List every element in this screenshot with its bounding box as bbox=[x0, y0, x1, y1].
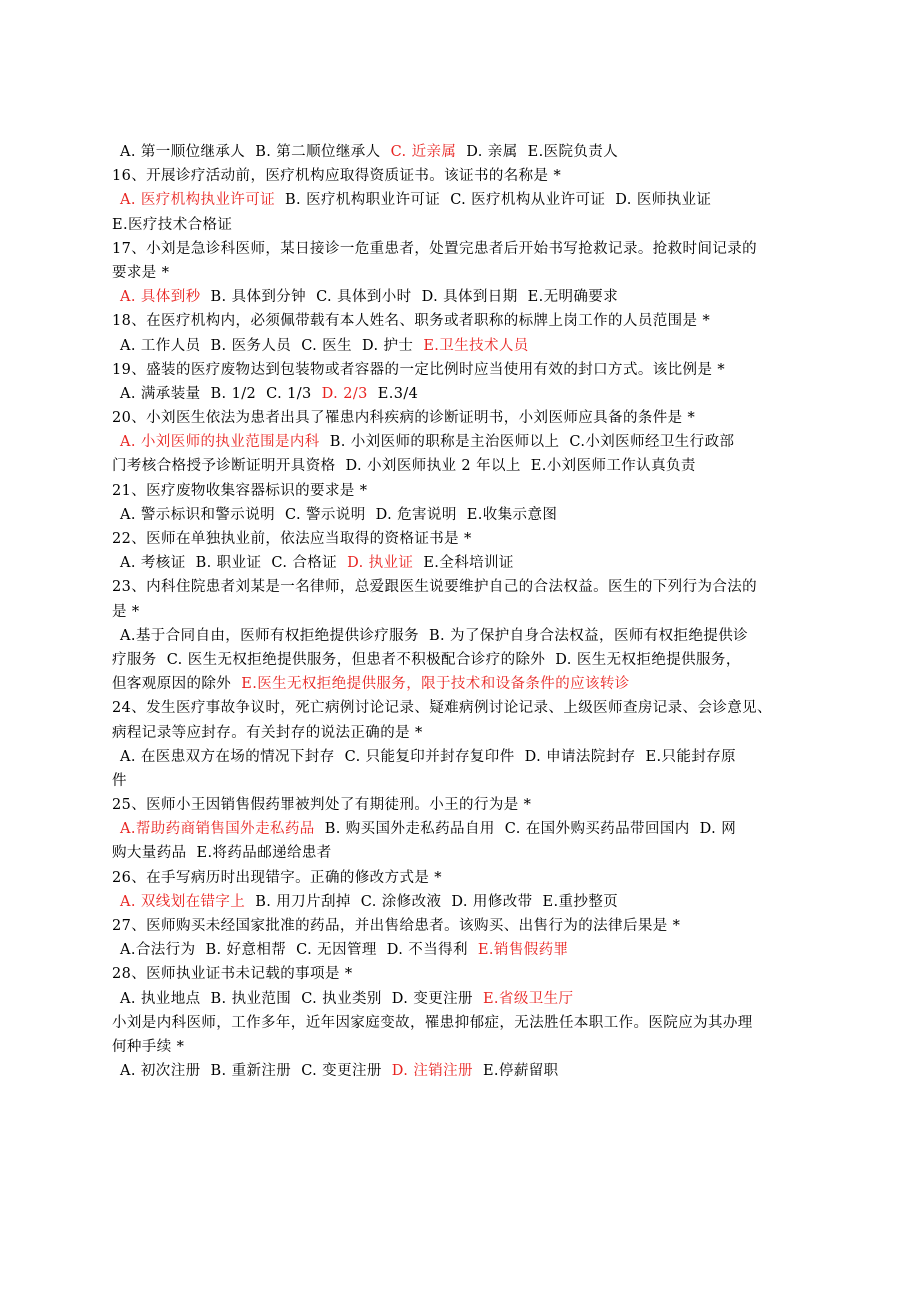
text-segment: 26、在手写病历时出现错字。正确的修改方式是 * bbox=[112, 869, 442, 886]
text-segment: C. 医疗机构从业许可证 bbox=[450, 192, 606, 209]
text-line bbox=[112, 188, 812, 212]
text-segment: 19、盛装的医疗废物达到包装物或者容器的一定比例时应当使用有效的封口方式。该比例是 * bbox=[112, 361, 726, 378]
text-segment: E.小刘医师工作认真负责 bbox=[530, 458, 696, 475]
answer-highlight: D. 注销注册 bbox=[391, 1063, 473, 1080]
text-segment: B. 1/2 bbox=[210, 385, 257, 402]
text-line bbox=[112, 648, 812, 672]
answer-highlight: A. 双线划在错字上 bbox=[120, 893, 246, 910]
text-segment: 27、医师购买未经国家批准的药品，并出售给患者。该购买、出售行为的法律后果是 * bbox=[112, 918, 681, 934]
text-line bbox=[112, 527, 812, 551]
text-line bbox=[112, 1035, 812, 1059]
text-segment: 购大量药品 bbox=[112, 845, 187, 862]
text-line bbox=[112, 358, 812, 382]
text-segment: C. 合格证 bbox=[271, 555, 338, 572]
text-segment: B. 执业范围 bbox=[210, 990, 292, 1007]
text-segment: 病程记录等应封存。有关封存的说法正确的是 * bbox=[112, 724, 423, 741]
text-segment: 17、小刘是急诊科医师，某日接诊一危重患者，处置完患者后开始书写抢救记录。抢救时间记录的 bbox=[112, 240, 758, 257]
text-segment: C.小刘医师经卫生行政部 bbox=[569, 434, 735, 451]
text-segment: 20、小刘医生依法为患者出具了罹患内科疾病的诊断证明书，小刘医师应具备的条件是 * bbox=[112, 410, 696, 427]
text-segment: A. 工作人员 bbox=[120, 337, 201, 354]
text-line bbox=[112, 841, 812, 865]
text-line bbox=[112, 261, 812, 285]
text-segment: D. 亲属 bbox=[466, 144, 518, 160]
text-line bbox=[112, 696, 812, 720]
text-line bbox=[112, 309, 812, 333]
text-segment: 28、医师执业证书未记载的事项是 * bbox=[112, 966, 353, 983]
text-line bbox=[112, 600, 812, 624]
text-line bbox=[112, 406, 812, 430]
text-segment: 25、医师小王因销售假药罪被判处了有期徒刑。小王的行为是 * bbox=[112, 797, 532, 814]
text-line bbox=[112, 164, 812, 188]
text-segment: B. 职业证 bbox=[195, 555, 262, 572]
text-segment: A.合法行为 bbox=[120, 942, 196, 959]
text-line bbox=[112, 382, 812, 406]
text-line bbox=[112, 503, 812, 527]
text-segment: B. 具体到分钟 bbox=[210, 289, 307, 306]
text-segment: 件 bbox=[112, 772, 127, 789]
text-line bbox=[112, 672, 812, 696]
document-page bbox=[112, 140, 812, 1083]
text-segment: B. 小刘医师的职称是主治医师以上 bbox=[329, 434, 560, 451]
text-segment: A. 考核证 bbox=[120, 555, 186, 572]
text-segment: E.3/4 bbox=[377, 385, 419, 402]
text-segment: A. 初次注册 bbox=[120, 1063, 201, 1080]
answer-highlight: E.卫生技术人员 bbox=[423, 337, 529, 354]
text-segment: E.医院负责人 bbox=[527, 144, 619, 160]
text-segment: C. 警示说明 bbox=[285, 506, 366, 523]
text-line bbox=[112, 745, 812, 769]
text-segment: B. 医疗机构职业许可证 bbox=[285, 192, 441, 209]
text-segment: D. 医生无权拒绝提供服务， bbox=[555, 651, 741, 668]
text-line bbox=[112, 987, 812, 1011]
answer-highlight: A. 具体到秒 bbox=[120, 289, 201, 306]
text-line bbox=[112, 890, 812, 914]
text-segment: D. 具体到日期 bbox=[421, 289, 518, 306]
text-segment: 何种手续 * bbox=[112, 1038, 185, 1055]
text-segment: 16、开展诊疗活动前，医疗机构应取得资质证书。该证书的名称是 * bbox=[112, 168, 562, 185]
text-line bbox=[112, 479, 812, 503]
text-segment: C. 变更注册 bbox=[301, 1063, 382, 1080]
text-line bbox=[112, 938, 812, 962]
text-segment: B. 购买国外走私药品自用 bbox=[324, 821, 495, 838]
text-segment: D. 不当得利 bbox=[386, 942, 468, 959]
text-line bbox=[112, 1059, 812, 1083]
text-line bbox=[112, 721, 812, 745]
text-segment: E.将药品邮递给患者 bbox=[196, 845, 332, 862]
text-segment: A. 警示标识和警示说明 bbox=[120, 506, 275, 523]
text-segment: C. 在国外购买药品带回国内 bbox=[504, 821, 690, 838]
text-line bbox=[112, 213, 812, 237]
text-segment: E.无明确要求 bbox=[527, 289, 619, 306]
text-segment: D. 护士 bbox=[361, 337, 414, 354]
answer-highlight: C. 近亲属 bbox=[390, 144, 457, 160]
text-segment: B. 好意相帮 bbox=[205, 942, 287, 959]
text-segment: B. 医务人员 bbox=[210, 337, 292, 354]
text-segment: C. 医生无权拒绝提供服务，但患者不积极配合诊疗的除外 bbox=[166, 651, 546, 668]
text-line bbox=[112, 575, 812, 599]
text-line bbox=[112, 914, 812, 938]
text-line bbox=[112, 1011, 812, 1035]
answer-highlight: E.医生无权拒绝提供服务，限于技术和设备条件的应该转诊 bbox=[241, 676, 630, 693]
text-segment: B. 第二顺位继承人 bbox=[255, 144, 381, 160]
text-segment: 但客观原因的除外 bbox=[112, 676, 232, 693]
text-segment: C. 无因管理 bbox=[296, 942, 377, 959]
text-line bbox=[112, 454, 812, 478]
text-segment: C. 涂修改液 bbox=[360, 893, 442, 910]
answer-highlight: A. 医疗机构执业许可证 bbox=[120, 192, 275, 209]
answer-highlight: E.销售假药罪 bbox=[477, 942, 569, 959]
answer-highlight: A.帮助药商销售国外走私药品 bbox=[120, 821, 315, 838]
text-segment: 门考核合格授予诊断证明开具资格 bbox=[112, 458, 336, 475]
text-segment: E.停薪留职 bbox=[482, 1063, 559, 1080]
text-segment: 21、医疗废物收集容器标识的要求是 * bbox=[112, 482, 368, 499]
answer-highlight: E.省级卫生厅 bbox=[482, 990, 574, 1007]
text-segment: D. 小刘医师执业 2 年以上 bbox=[345, 458, 521, 475]
text-segment: D. 网 bbox=[699, 821, 737, 838]
answer-highlight: D. 2/3 bbox=[321, 385, 368, 402]
text-segment: A.基于合同自由，医师有权拒绝提供诊疗服务 bbox=[120, 627, 419, 644]
text-segment: 疗服务 bbox=[112, 651, 157, 668]
text-segment: B. 为了保护自身合法权益，医师有权拒绝提供诊 bbox=[428, 627, 749, 644]
text-line bbox=[112, 962, 812, 986]
text-segment: E.全科培训证 bbox=[423, 555, 514, 572]
text-segment: 小刘是内科医师，工作多年，近年因家庭变故，罹患抑郁症，无法胜任本职工作。医院应为其办理 bbox=[112, 1014, 753, 1031]
text-segment: A. 执业地点 bbox=[120, 990, 201, 1007]
text-segment: 要求是 * bbox=[112, 264, 170, 281]
text-segment: D. 变更注册 bbox=[391, 990, 473, 1007]
text-segment: E.重抄整页 bbox=[542, 893, 619, 910]
text-segment: C. 执业类别 bbox=[301, 990, 382, 1007]
text-line bbox=[112, 817, 812, 841]
text-segment: D. 用修改带 bbox=[451, 893, 533, 910]
text-segment: 22、医师在单独执业前，依法应当取得的资格证书是 * bbox=[112, 531, 472, 547]
text-segment: A. 满承装量 bbox=[120, 385, 201, 402]
text-line bbox=[112, 551, 812, 575]
text-segment: 是 * bbox=[112, 603, 140, 620]
text-segment: 24、发生医疗事故争议时，死亡病例讨论记录、疑难病例讨论记录、上级医师查房记录、会诊意见、 bbox=[112, 700, 772, 717]
text-segment: D. 申请法院封存 bbox=[524, 748, 636, 765]
text-segment: E.只能封存原 bbox=[645, 748, 737, 765]
answer-highlight: A. 小刘医师的执业范围是内科 bbox=[120, 434, 320, 451]
text-segment: E.医疗技术合格证 bbox=[112, 216, 233, 233]
text-segment: A. 第一顺位继承人 bbox=[120, 144, 246, 160]
text-line bbox=[112, 237, 812, 261]
text-line bbox=[112, 334, 812, 358]
text-segment: C. 只能复印并封存复印件 bbox=[344, 748, 515, 765]
text-segment: 18、在医疗机构内，必须佩带载有本人姓名、职务或者职称的标牌上岗工作的人员范围是 * bbox=[112, 313, 711, 330]
answer-highlight: D. 执业证 bbox=[347, 555, 414, 572]
text-segment: B. 用刀片刮掉 bbox=[255, 893, 351, 910]
text-segment: B. 重新注册 bbox=[210, 1063, 292, 1080]
text-line bbox=[112, 866, 812, 890]
text-line bbox=[112, 285, 812, 309]
text-line bbox=[112, 769, 812, 793]
text-line bbox=[112, 430, 812, 454]
text-line bbox=[112, 793, 812, 817]
text-segment: C. 医生 bbox=[301, 337, 352, 354]
text-line bbox=[112, 140, 812, 164]
text-segment: D. 危害说明 bbox=[375, 506, 457, 523]
text-segment: E.收集示意图 bbox=[466, 506, 558, 523]
text-segment: 23、内科住院患者刘某是一名律师，总爱跟医生说要维护自己的合法权益。医生的下列行为合法的 bbox=[112, 579, 758, 596]
text-segment: C. 具体到小时 bbox=[316, 289, 412, 306]
text-line bbox=[112, 624, 812, 648]
text-segment: D. 医师执业证 bbox=[615, 192, 712, 209]
text-segment: A. 在医患双方在场的情况下封存 bbox=[120, 748, 335, 765]
text-segment: C. 1/3 bbox=[266, 385, 312, 402]
